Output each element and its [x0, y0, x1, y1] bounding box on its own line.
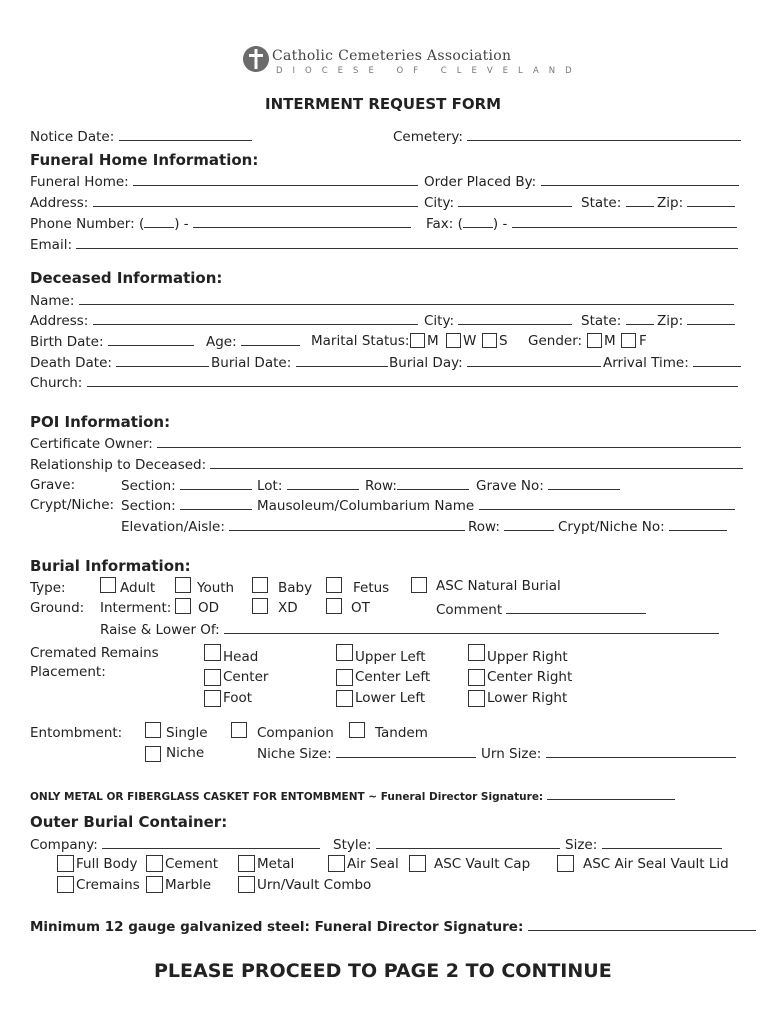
- comment-field[interactable]: [436, 601, 646, 618]
- funeral-home-field[interactable]: [30, 173, 418, 190]
- death-date-label: Death Date:: [30, 355, 112, 371]
- marital-w-label: W: [463, 333, 477, 349]
- od-label: OD: [198, 600, 220, 616]
- niche-label: Niche: [166, 745, 205, 761]
- grave-row-label: Row:: [365, 478, 397, 494]
- urn-vault-combo-checkbox[interactable]: [238, 876, 255, 893]
- marital-w-checkbox[interactable]: [446, 333, 461, 348]
- fetus-label: Fetus: [353, 580, 390, 596]
- order-placed-by-field[interactable]: [424, 173, 739, 190]
- cremated-remains-label: Cremated Remains: [30, 645, 159, 661]
- burial-heading: Burial Information:: [30, 557, 191, 575]
- lower-left-label: Lower Left: [355, 690, 426, 706]
- center-label: Center: [223, 669, 269, 685]
- poi-heading: POI Information:: [30, 413, 171, 431]
- mausoleum-field[interactable]: [257, 497, 735, 514]
- org-subtitle: DIOCESE OF CLEVELAND: [276, 66, 582, 76]
- dec-address-field[interactable]: [30, 312, 418, 329]
- urn-vault-combo-label: Urn/Vault Combo: [257, 877, 372, 893]
- ot-label: OT: [351, 600, 370, 616]
- dec-address-label: Address:: [30, 313, 89, 329]
- fh-phone-sep: ) -: [174, 216, 189, 232]
- funeral-home-heading: Funeral Home Information:: [30, 151, 259, 169]
- gender-f-checkbox[interactable]: [621, 333, 636, 348]
- single-label: Single: [166, 725, 208, 741]
- style-field[interactable]: [333, 836, 560, 853]
- mausoleum-label: Mausoleum/Columbarium Name: [257, 498, 475, 514]
- certificate-owner-label: Certificate Owner:: [30, 436, 153, 452]
- gender-f-label: F: [639, 333, 647, 349]
- asc-air-seal-vault-lid-label: ASC Air Seal Vault Lid: [583, 856, 729, 872]
- xd-checkbox[interactable]: [252, 598, 268, 614]
- cement-label: Cement: [165, 856, 219, 872]
- center-left-label: Center Left: [355, 669, 431, 685]
- size-label: Size:: [565, 837, 598, 853]
- placement-label: Placement:: [30, 664, 106, 680]
- grave-section-label: Section:: [121, 478, 176, 494]
- asc-vault-cap-checkbox[interactable]: [409, 855, 426, 872]
- grave-label: Grave:: [30, 477, 76, 493]
- asc-natural-burial-label: ASC Natural Burial: [436, 578, 561, 594]
- dec-state-label: State:: [581, 313, 622, 329]
- baby-label: Baby: [278, 580, 313, 596]
- age-field[interactable]: [206, 333, 300, 350]
- od-checkbox[interactable]: [175, 598, 191, 614]
- adult-label: Adult: [120, 580, 156, 596]
- fh-fax-field[interactable]: [426, 215, 737, 232]
- niche-size-field[interactable]: [257, 745, 476, 762]
- gender-m-checkbox[interactable]: [587, 333, 602, 348]
- single-checkbox[interactable]: [145, 722, 161, 738]
- dec-name-label: Name:: [30, 293, 75, 309]
- tandem-checkbox[interactable]: [349, 722, 365, 738]
- org-name: Catholic Cemeteries Association: [272, 48, 512, 64]
- upper-right-label: Upper Right: [487, 649, 568, 665]
- center-checkbox[interactable]: [204, 669, 221, 686]
- birth-date-field[interactable]: [30, 333, 194, 350]
- fetus-checkbox[interactable]: [326, 577, 342, 593]
- metal-checkbox[interactable]: [238, 855, 255, 872]
- company-label: Company:: [30, 837, 98, 853]
- upper-left-checkbox[interactable]: [336, 644, 353, 661]
- fh-email-field[interactable]: [30, 236, 738, 253]
- center-right-label: Center Right: [487, 669, 573, 685]
- marital-m-checkbox[interactable]: [410, 333, 425, 348]
- fh-state-field[interactable]: [581, 194, 654, 211]
- ot-checkbox[interactable]: [326, 598, 342, 614]
- youth-label: Youth: [197, 580, 235, 596]
- adult-checkbox[interactable]: [100, 577, 116, 593]
- center-right-checkbox[interactable]: [468, 669, 485, 686]
- ground-label: Ground:: [30, 600, 85, 616]
- marital-s-checkbox[interactable]: [482, 333, 497, 348]
- dec-city-label: City:: [424, 313, 455, 329]
- death-date-field[interactable]: [30, 354, 209, 371]
- fh-zip-label: Zip:: [657, 195, 684, 211]
- crypt-section-field[interactable]: [121, 497, 252, 514]
- crypt-niche-no-label: Crypt/Niche No:: [558, 519, 665, 535]
- tandem-label: Tandem: [375, 725, 428, 741]
- raise-lower-label: Raise & Lower Of:: [100, 622, 220, 638]
- cremains-checkbox[interactable]: [57, 876, 74, 893]
- entombment-label: Entombment:: [30, 725, 123, 741]
- type-label: Type:: [30, 580, 66, 596]
- lower-left-checkbox[interactable]: [336, 690, 353, 707]
- dec-zip-label: Zip:: [657, 313, 684, 329]
- notice-date-label: Notice Date:: [30, 129, 115, 145]
- burial-day-field[interactable]: [389, 354, 601, 371]
- center-left-checkbox[interactable]: [336, 669, 353, 686]
- form-title: INTERMENT REQUEST FORM: [265, 95, 502, 113]
- grave-no-label: Grave No:: [476, 478, 544, 494]
- dec-name-field[interactable]: [30, 292, 734, 309]
- fh-address-label: Address:: [30, 195, 89, 211]
- company-field[interactable]: [30, 836, 320, 853]
- crypt-niche-label: Crypt/Niche:: [30, 497, 115, 513]
- full-body-label: Full Body: [76, 856, 138, 872]
- arrival-time-field[interactable]: [603, 354, 741, 371]
- burial-date-label: Burial Date:: [211, 355, 292, 371]
- dec-zip-field[interactable]: [657, 312, 735, 329]
- fh-address-field[interactable]: [30, 194, 418, 211]
- crypt-niche-no-field[interactable]: [558, 518, 727, 535]
- cremains-label: Cremains: [76, 877, 140, 893]
- youth-checkbox[interactable]: [175, 577, 191, 593]
- fh-city-field[interactable]: [424, 194, 572, 211]
- arrival-time-label: Arrival Time:: [603, 355, 689, 371]
- baby-checkbox[interactable]: [252, 577, 268, 593]
- grave-row-field[interactable]: [365, 477, 469, 494]
- crypt-section-label: Section:: [121, 498, 176, 514]
- outer-container-heading: Outer Burial Container:: [30, 813, 228, 831]
- gauge-note-label: Minimum 12 gauge galvanized steel: Funeral Director Signature:: [30, 919, 524, 935]
- urn-size-field[interactable]: [481, 745, 736, 762]
- asc-natural-burial-checkbox[interactable]: [411, 577, 427, 593]
- casket-note-label: ONLY METAL OR FIBERGLASS CASKET FOR ENTOMBMENT ~ Funeral Director Signature:: [30, 791, 544, 803]
- fh-city-label: City:: [424, 195, 455, 211]
- cement-checkbox[interactable]: [146, 855, 163, 872]
- metal-label: Metal: [257, 856, 295, 872]
- asc-air-seal-vault-lid-checkbox[interactable]: [557, 855, 574, 872]
- fh-state-label: State:: [581, 195, 622, 211]
- burial-day-label: Burial Day:: [389, 355, 463, 371]
- birth-date-label: Birth Date:: [30, 334, 104, 350]
- age-label: Age:: [206, 334, 237, 350]
- funeral-home-label: Funeral Home:: [30, 174, 129, 190]
- marital-status-label: Marital Status:: [311, 333, 410, 349]
- air-seal-label: Air Seal: [347, 856, 399, 872]
- crypt-row-label: Row:: [468, 519, 500, 535]
- grave-section-field[interactable]: [121, 477, 252, 494]
- church-label: Church:: [30, 375, 83, 391]
- asc-vault-cap-label: ASC Vault Cap: [434, 856, 531, 872]
- lot-field[interactable]: [257, 477, 359, 494]
- elevation-field[interactable]: [121, 518, 465, 535]
- cross-seal-icon: [242, 44, 270, 74]
- interment-label: Interment:: [100, 600, 172, 616]
- gender-label: Gender:: [528, 333, 583, 349]
- niche-checkbox[interactable]: [145, 746, 161, 762]
- lower-right-label: Lower Right: [487, 690, 568, 706]
- companion-checkbox[interactable]: [231, 722, 247, 738]
- size-field[interactable]: [565, 836, 722, 853]
- cemetery-field[interactable]: [393, 128, 741, 145]
- certificate-owner-field[interactable]: [30, 435, 741, 452]
- fh-phone-field[interactable]: [30, 215, 411, 232]
- marital-s-label: S: [499, 333, 508, 349]
- gauge-signature-field[interactable]: [30, 918, 756, 935]
- style-label: Style:: [333, 837, 372, 853]
- niche-size-label: Niche Size:: [257, 746, 332, 762]
- burial-date-field[interactable]: [211, 354, 388, 371]
- marital-m-label: M: [427, 333, 439, 349]
- church-field[interactable]: [30, 374, 738, 391]
- fh-fax-label: Fax: (: [426, 216, 463, 232]
- casket-signature-field[interactable]: [30, 789, 675, 805]
- dec-city-field[interactable]: [424, 312, 572, 329]
- upper-left-label: Upper Left: [355, 649, 426, 665]
- deceased-heading: Deceased Information:: [30, 269, 223, 287]
- fh-fax-sep: ) -: [492, 216, 508, 232]
- marble-checkbox[interactable]: [146, 876, 163, 893]
- grave-no-field[interactable]: [476, 477, 620, 494]
- fh-zip-field[interactable]: [657, 194, 735, 211]
- upper-right-checkbox[interactable]: [468, 644, 485, 661]
- raise-lower-field[interactable]: [100, 621, 719, 638]
- order-placed-by-label: Order Placed By:: [424, 174, 537, 190]
- crypt-row-field[interactable]: [468, 518, 554, 535]
- lot-label: Lot:: [257, 478, 283, 494]
- air-seal-checkbox[interactable]: [328, 855, 345, 872]
- notice-date-field[interactable]: [30, 128, 252, 145]
- marble-label: Marble: [165, 877, 212, 893]
- cemetery-label: Cemetery:: [393, 129, 463, 145]
- xd-label: XD: [278, 600, 298, 616]
- relationship-label: Relationship to Deceased:: [30, 457, 207, 473]
- proceed-notice: PLEASE PROCEED TO PAGE 2 TO CONTINUE: [154, 960, 612, 982]
- companion-label: Companion: [257, 725, 334, 741]
- fh-email-label: Email:: [30, 237, 73, 253]
- foot-label: Foot: [223, 690, 253, 706]
- full-body-checkbox[interactable]: [57, 855, 74, 872]
- relationship-field[interactable]: [30, 456, 743, 473]
- gender-m-label: M: [604, 333, 616, 349]
- fh-phone-label: Phone Number: (: [30, 216, 145, 232]
- head-checkbox[interactable]: [204, 644, 221, 661]
- lower-right-checkbox[interactable]: [468, 690, 485, 707]
- comment-label: Comment: [436, 602, 503, 618]
- dec-state-field[interactable]: [581, 312, 654, 329]
- elevation-label: Elevation/Aisle:: [121, 519, 225, 535]
- head-label: Head: [223, 649, 259, 665]
- foot-checkbox[interactable]: [204, 690, 221, 707]
- urn-size-label: Urn Size:: [481, 746, 542, 762]
